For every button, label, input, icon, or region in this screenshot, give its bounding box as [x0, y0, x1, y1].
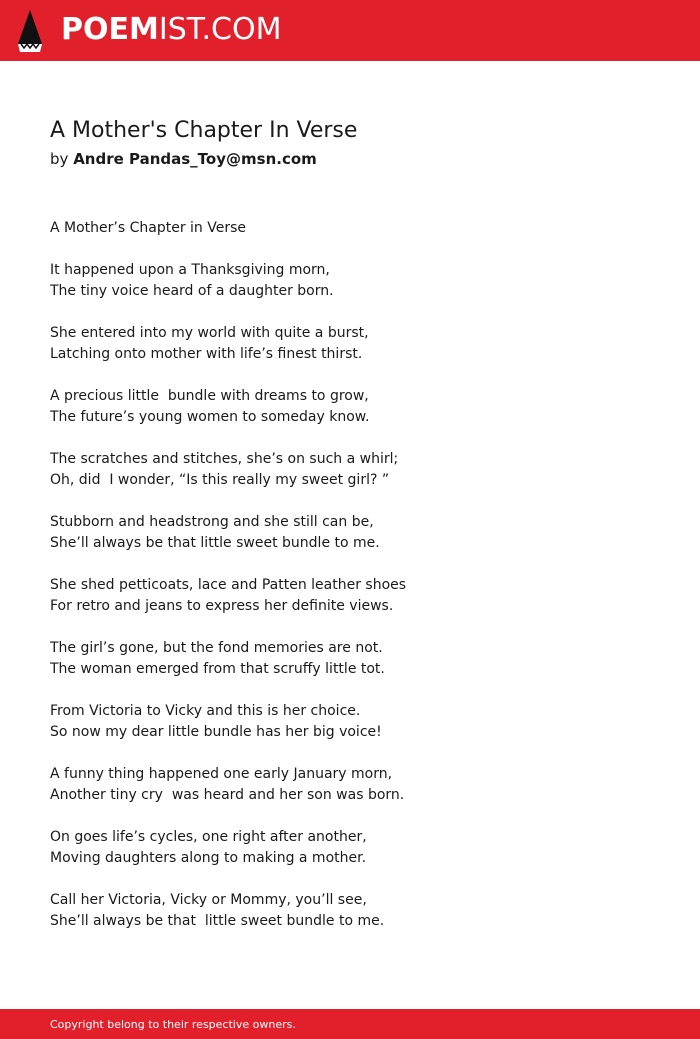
- poem-line: The tiny voice heard of a daughter born.: [50, 283, 334, 299]
- site-footer: [0, 1009, 700, 1039]
- poem-stanza: [50, 701, 670, 743]
- poem-page-title: A Mother's Chapter In Verse: [50, 118, 358, 143]
- by-label: by: [50, 150, 69, 168]
- poem-line: Another tiny cry was heard and her son was born.: [50, 787, 405, 803]
- site-header: [0, 0, 700, 61]
- poem-stanza: [50, 638, 670, 680]
- poem-line: Latching onto mother with life’s finest thirst.: [50, 346, 363, 362]
- poem-line: So now my dear little bundle has her big voice!: [50, 724, 382, 740]
- poem-line: The woman emerged from that scruffy little tot.: [50, 661, 385, 677]
- poem-line: She entered into my world with quite a burst,: [50, 325, 369, 341]
- poem-stanza: [50, 449, 670, 491]
- poem-line: For retro and jeans to express her definite views.: [50, 598, 394, 614]
- poem-line: She’ll always be that little sweet bundle to me.: [50, 535, 380, 551]
- logo-light-text: IST.COM: [158, 12, 282, 47]
- poem-line: The girl’s gone, but the fond memories are not.: [50, 640, 383, 656]
- logo-bold-text: POEM: [61, 12, 159, 47]
- poem-stanza: [50, 764, 670, 806]
- poem-stanza: [50, 890, 670, 932]
- poem-title: A Mother’s Chapter in Verse: [50, 220, 246, 236]
- poem-line: From Victoria to Vicky and this is her choice.: [50, 703, 361, 719]
- copyright-notice: Copyright belong to their respective owners.: [50, 1018, 296, 1031]
- poem-line: The future’s young women to someday know.: [50, 409, 370, 425]
- site-logo[interactable]: [61, 11, 281, 49]
- poem-line: Stubborn and headstrong and she still can be,: [50, 514, 374, 530]
- poem-stanza: [50, 512, 670, 554]
- poem-line: The scratches and stitches, she’s on such a whirl;: [50, 451, 399, 467]
- poem-line: It happened upon a Thanksgiving morn,: [50, 262, 330, 278]
- byline: [50, 149, 317, 169]
- poem-line: A funny thing happened one early January morn,: [50, 766, 393, 782]
- poem-line: On goes life’s cycles, one right after another,: [50, 829, 367, 845]
- poem-stanza: [50, 386, 670, 428]
- poem-line: Call her Victoria, Vicky or Mommy, you’ll see,: [50, 892, 367, 908]
- poem-line: She shed petticoats, lace and Patten leather shoes: [50, 577, 407, 593]
- author-name: Andre Pandas_Toy@msn.com: [73, 150, 317, 168]
- poem-line: She’ll always be that little sweet bundle to me.: [50, 913, 385, 929]
- poem-line: Moving daughters along to making a mother.: [50, 850, 367, 866]
- poem-stanza: [50, 827, 670, 869]
- poem-stanza: [50, 260, 670, 302]
- pencil-tip-icon[interactable]: [18, 10, 42, 52]
- poem-line: A precious little bundle with dreams to grow,: [50, 388, 369, 404]
- poem-stanza: [50, 575, 670, 617]
- poem-stanza: [50, 323, 670, 365]
- poem-line: Oh, did I wonder, “Is this really my sweet girl? ”: [50, 472, 390, 488]
- poem-body: [50, 218, 670, 953]
